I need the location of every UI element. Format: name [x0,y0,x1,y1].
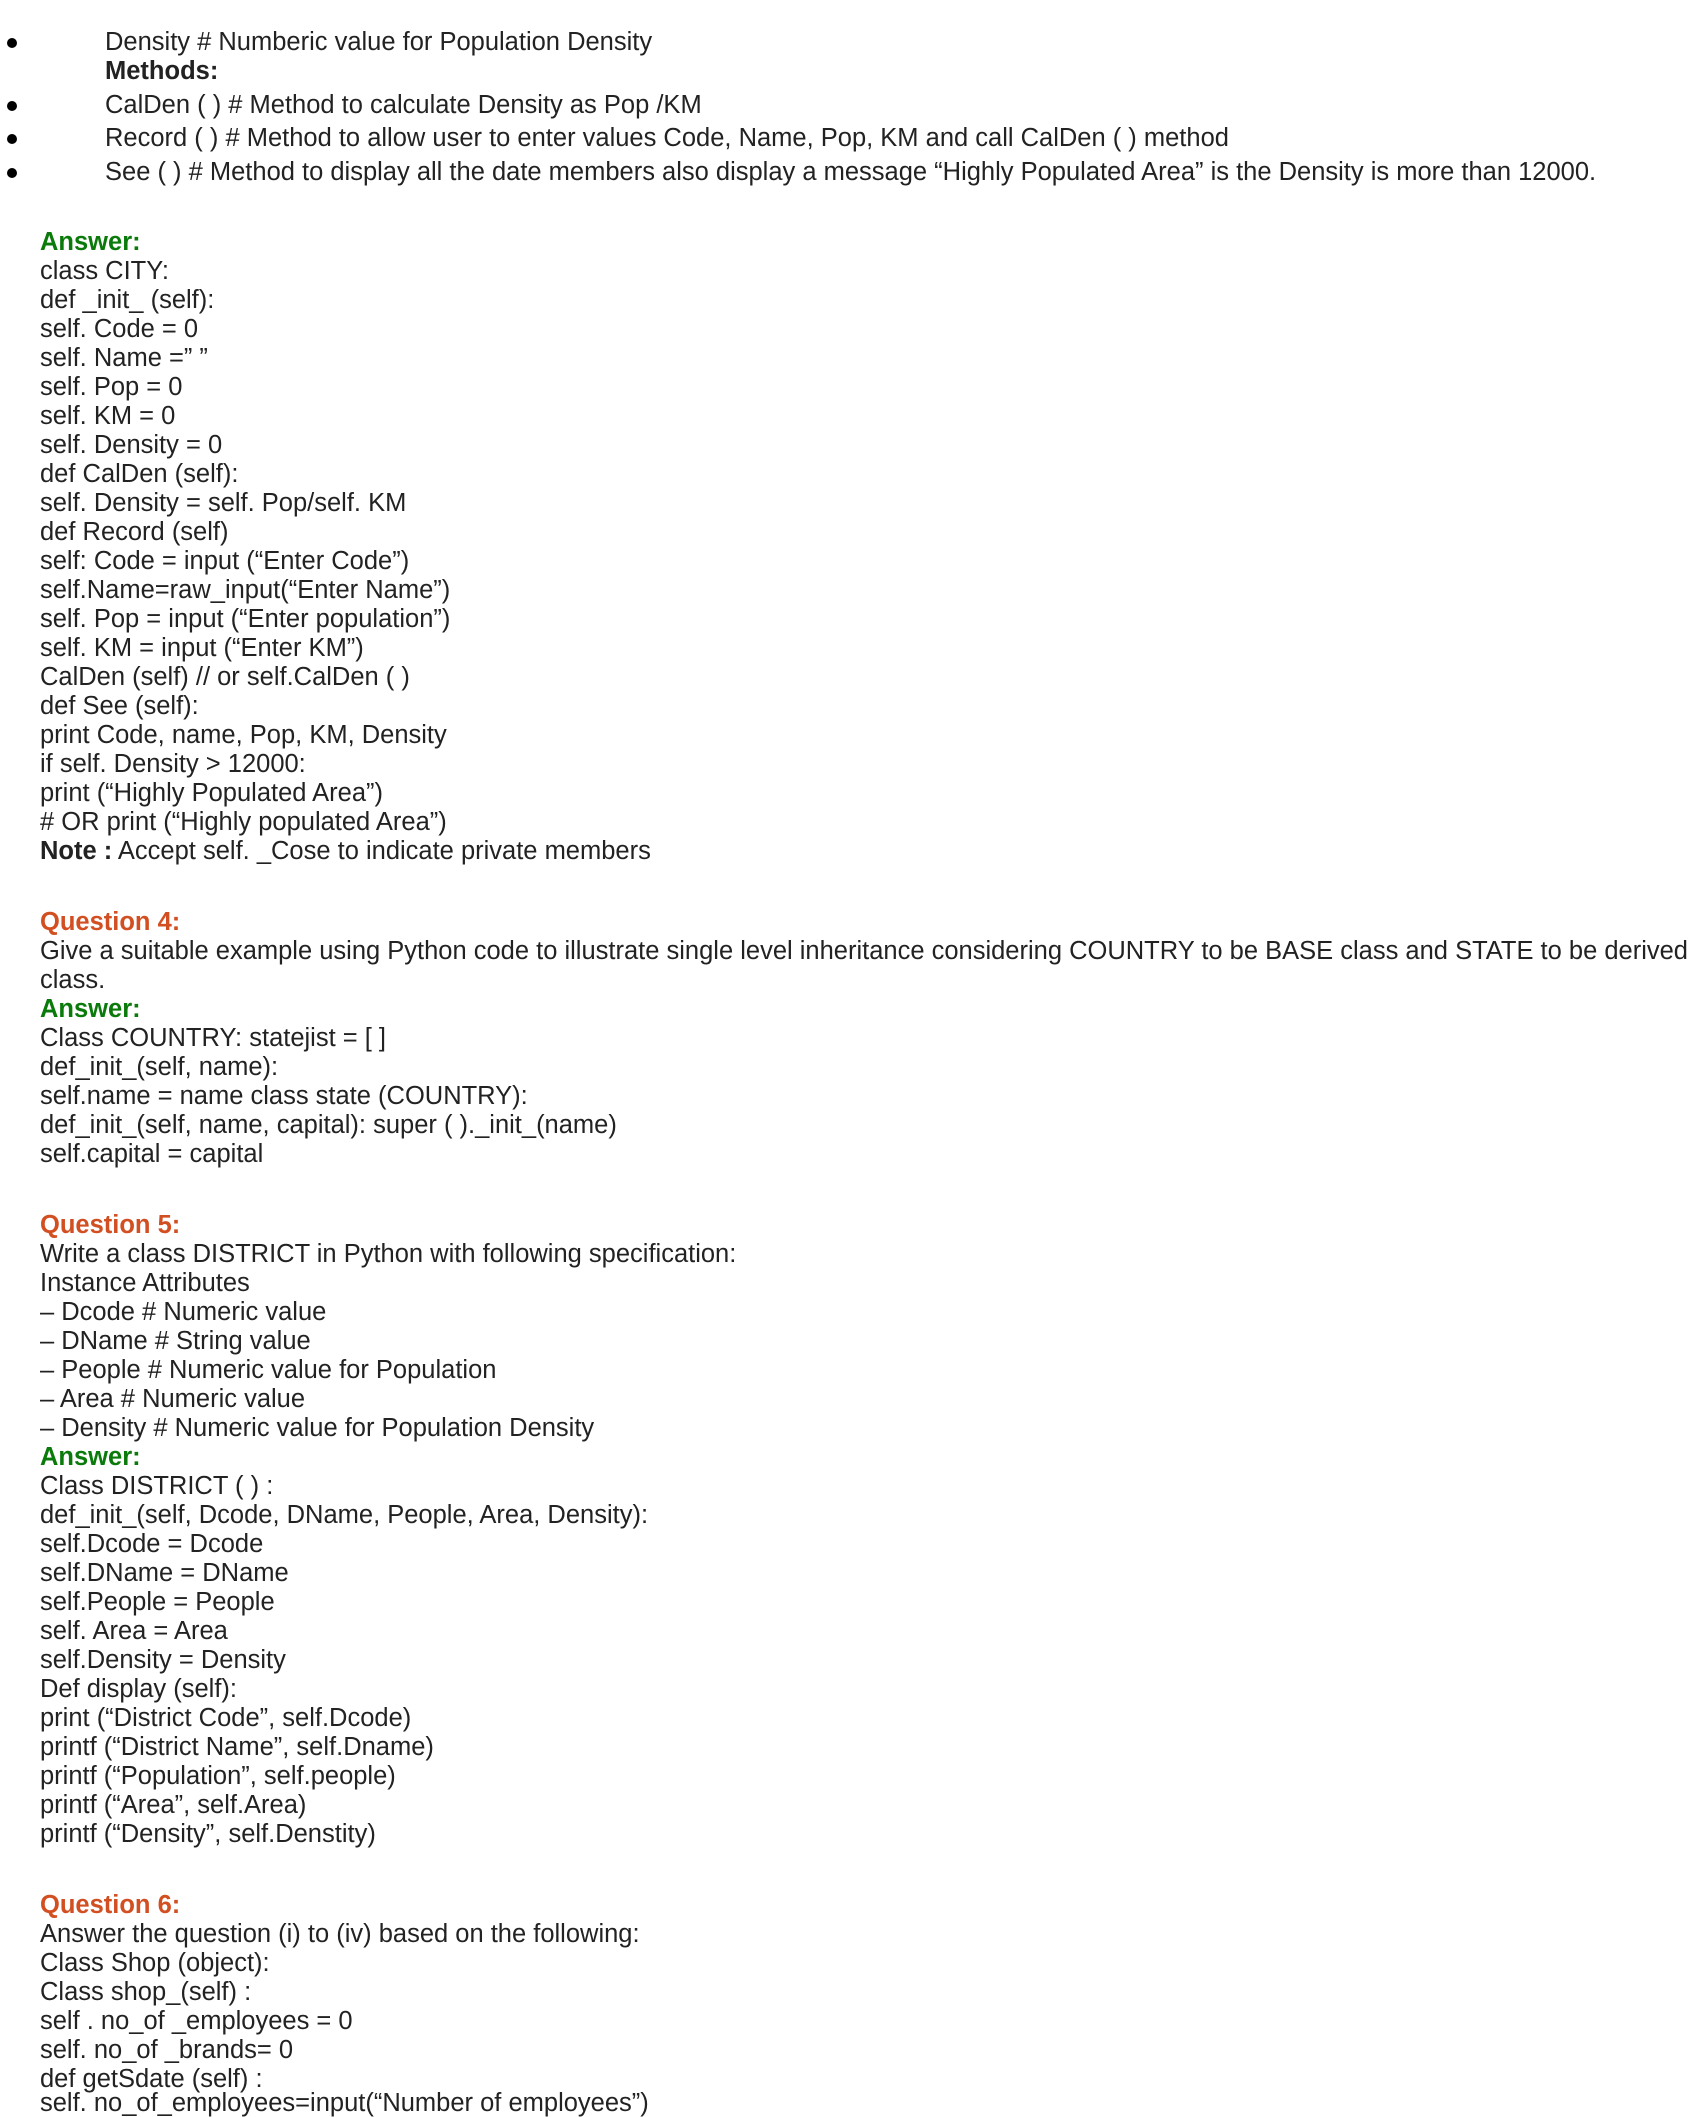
note-label: Note : [40,837,113,865]
list-item [105,158,1596,187]
code-line: def _init_ (self): [40,286,215,314]
code-line: Class shop_(self) : [40,1978,252,2006]
code-line: self: Code = input (“Enter Code”) [40,547,410,575]
answer-label: Answer: [40,995,141,1023]
code-line: Class COUNTRY: statejist = [ ] [40,1024,386,1052]
code-line: self. KM = 0 [40,402,176,430]
list-item-text: See ( ) # Method to display all the date members also display a message “Highly Populated Area” is the Density is more than 12000. [105,158,1597,186]
question-title: Question 5: [40,1211,181,1239]
code-line: self.People = People [40,1588,275,1616]
code-line: self.Name=raw_input(“Enter Name”) [40,576,451,604]
question-text: – Density # Numeric value for Population Density [40,1414,595,1442]
code-line: self.capital = capital [40,1140,264,1168]
code-line: self. no_of _brands= 0 [40,2036,294,2064]
question-text: Give a suitable example using Python code to illustrate single level inheritance considering COUNTRY to be BASE class and STATE to be derived [40,937,1688,965]
bullet-icon [7,38,17,48]
list-item [105,124,1229,153]
code-line: self.Density = Density [40,1646,286,1674]
question-title: Question 6: [40,1891,181,1919]
code-line: Def display (self): [40,1675,237,1703]
question-text: Instance Attributes [40,1269,250,1297]
answer-label: Answer: [40,1443,141,1471]
question-text: Answer the question (i) to (iv) based on the following: [40,1920,640,1948]
question-text: Write a class DISTRICT in Python with following specification: [40,1240,737,1268]
code-line: printf (“Population”, self.people) [40,1762,396,1790]
code-line: print (“District Code”, self.Dcode) [40,1704,412,1732]
code-line: CalDen (self) // or self.CalDen ( ) [40,663,410,691]
question-text: – Dcode # Numeric value [40,1298,327,1326]
list-item-text: CalDen ( ) # Method to calculate Density as Pop /KM [105,91,702,119]
code-line: printf (“Density”, self.Denstity) [40,1820,376,1848]
code-line: print Code, name, Pop, KM, Density [40,721,447,749]
question-text: – People # Numeric value for Population [40,1356,497,1384]
code-line: printf (“District Name”, self.Dname) [40,1733,434,1761]
code-line: def CalDen (self): [40,460,239,488]
list-item [105,28,652,57]
code-line: self.name = name class state (COUNTRY): [40,1082,528,1110]
code-line: self. Pop = input (“Enter population”) [40,605,451,633]
code-line: self. Code = 0 [40,315,199,343]
code-line: Class Shop (object): [40,1949,270,1977]
note-text: Accept self. _Cose to indicate private members [112,837,651,865]
question-text: – DName # String value [40,1327,311,1355]
code-line: self.Dcode = Dcode [40,1530,264,1558]
code-line: self. Pop = 0 [40,373,183,401]
list-item-text: Record ( ) # Method to allow user to enter values Code, Name, Pop, KM and call CalDen ( ) method [105,124,1229,152]
code-line: def_init_(self, name, capital): super ( )._init_(name) [40,1111,617,1139]
code-line: class CITY: [40,257,169,285]
code-line: self. Density = 0 [40,431,223,459]
question-title: Question 4: [40,908,181,936]
code-line: print (“Highly Populated Area”) [40,779,383,807]
code-line: def Record (self) [40,518,229,546]
code-line: def_init_(self, name): [40,1053,279,1081]
code-line: if self. Density > 12000: [40,750,306,778]
question-text: class. [40,966,106,994]
code-line: # OR print (“Highly populated Area”) [40,808,447,836]
code-line: def See (self): [40,692,199,720]
code-line: Class DISTRICT ( ) : [40,1472,274,1500]
question-text: – Area # Numeric value [40,1385,306,1413]
code-line: self. Area = Area [40,1617,228,1645]
code-line: self. KM = input (“Enter KM”) [40,634,364,662]
code-line: self. Density = self. Pop/self. KM [40,489,407,517]
note-line [40,837,651,866]
answer-label: Answer: [40,228,141,256]
code-line: self. Name =” ” [40,344,208,372]
code-line: def_init_(self, Dcode, DName, People, Area, Density): [40,1501,649,1529]
list-item [105,91,702,120]
list-item-text: Density # Numberic value for Population Density [105,28,653,56]
code-line: def getSdate (self) : [40,2065,263,2093]
methods-heading: Methods: [105,57,219,85]
bullet-icon [7,101,17,111]
code-line: printf (“Area”, self.Area) [40,1791,307,1819]
code-line: self. no_of_employees=input(“Number of employees”) [40,2089,649,2117]
bullet-icon [7,168,17,178]
code-line: self.DName = DName [40,1559,289,1587]
bullet-icon [7,134,17,144]
code-line: self . no_of _employees = 0 [40,2007,353,2035]
